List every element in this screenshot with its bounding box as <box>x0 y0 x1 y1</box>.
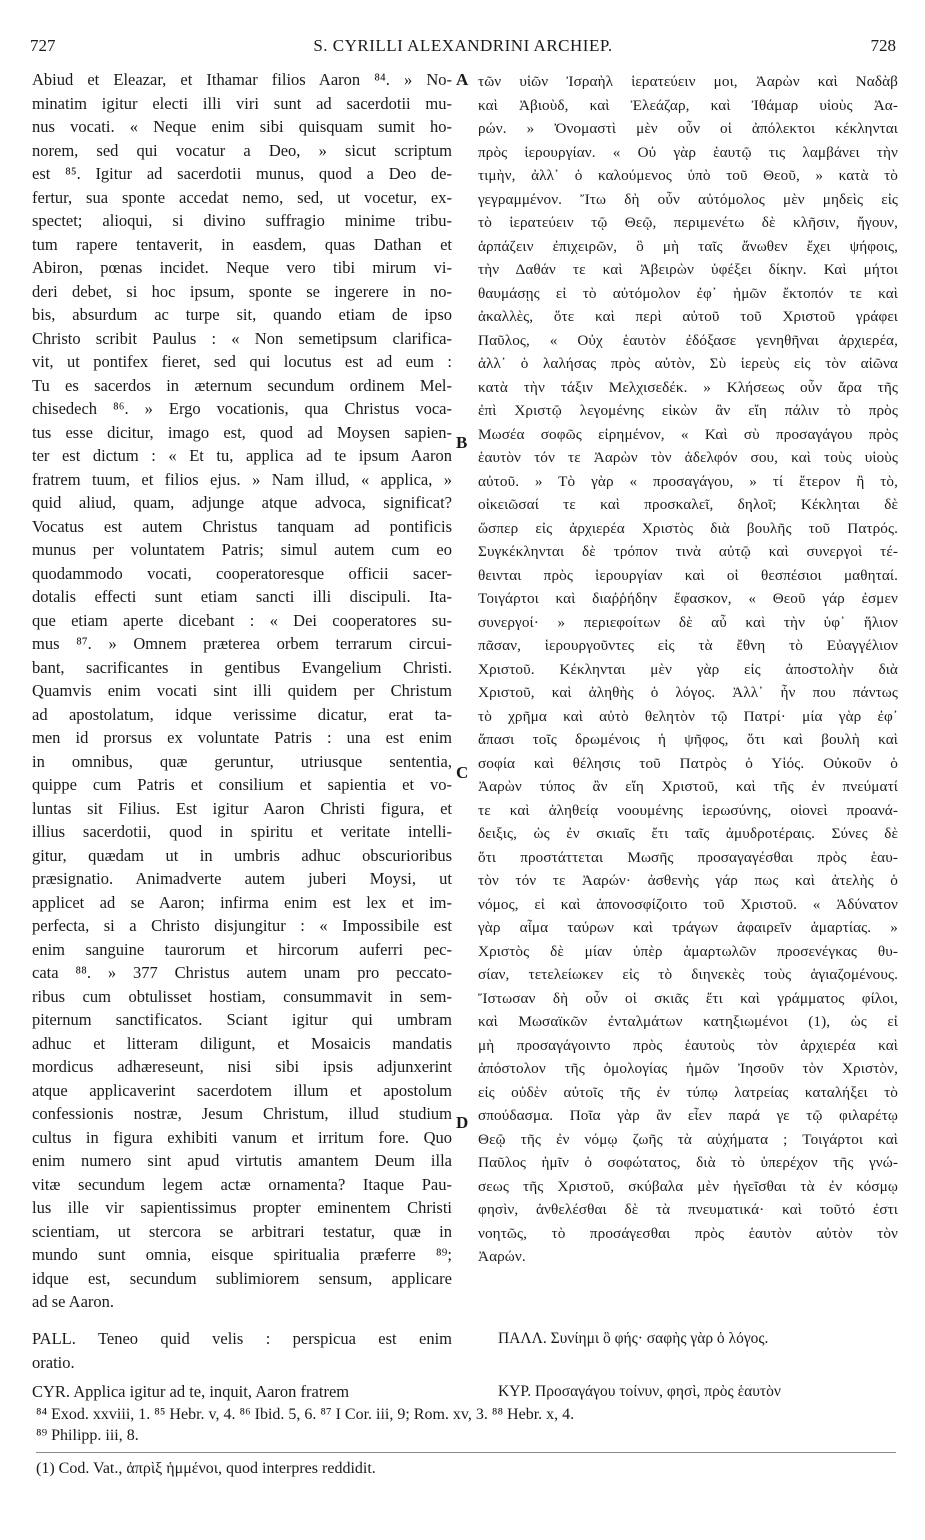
greek-text-line: Ἴστωσαν δὴ οὖν οἱ σκιᾶς ἔτι καὶ γράμματος φίλοι, <box>478 989 898 1007</box>
greek-text-line: θαυμάσῃς εἰ τὸ αὐτόμολον ἐφ᾽ ἡμῶν ἔκτοπόν τε καὶ <box>478 284 898 302</box>
greek-text-line: ἑαυτὸν τόν τε Ἀαρὼν τὸν ἀδελφόν σου, καὶ τοὺς υἱοὺς <box>478 449 898 466</box>
greek-text-line: θεινται πρὸς ἱερουργίαν καὶ οἱ θεσπέσιοι μαθηταί. <box>478 566 898 584</box>
footnote-line: ⁸⁹ Philipp. iii, 8. <box>36 1427 139 1444</box>
greek-text-line: τὸ χρῆμα καὶ αὐτὸ θελητὸν τῷ Πατρί· μία γὰρ ἐφ᾽ <box>478 707 898 725</box>
latin-text-line: munus per voluntatem Patris; simul autem cum eo <box>32 540 452 559</box>
greek-text-line: σίαν, τετελείωκεν εἰς τὸ διηνεκὲς τοὺς ἁγιαζομένους. <box>478 966 898 983</box>
greek-text-line: ρών. » Ὀνομαστὶ μὲν οὖν οἱ ἀπόλεκτοι κέκληνται <box>478 120 898 137</box>
latin-text-line: bant, sacrificantes in gentibus Evangelium Christi. <box>32 657 452 677</box>
greek-text-line: Τοιγάρτοι καὶ διαῤῥήδην ἔφασκον, « Θεοῦ γάρ ἐσμεν <box>478 590 898 607</box>
latin-text-line: gitur, quædam ut in umbris adhuc obscurioribus <box>32 845 452 865</box>
greek-text-line: Θεῷ τῆς ἐν νόμῳ ζωῆς τὰ αὐχήματα ; Τοιγάρτοι καὶ <box>478 1130 898 1148</box>
latin-text-line: ad apostolatum, idque verissime dicatur, erat ta- <box>32 704 452 724</box>
latin-text-line: quippe cum Patris et consilium et sapientia et vo- <box>32 775 452 794</box>
latin-text-line: deri debet, si hoc ipsum, sponte se ingerere in no- <box>32 281 452 301</box>
latin-text-line: men id prorsus ex voluntate Patris : una est enim <box>32 728 452 747</box>
greek-text-line: ἅπασι τοῖς δρωμένοις ἡ ψῆφος, ὅτι καὶ βουλὴ καὶ <box>478 731 898 748</box>
greek-text-line: Ἀαρὼν τύπος ἂν εἴη Χριστοῦ, καὶ τῆς ἐν πνεύματί <box>478 778 898 795</box>
greek-text-line: μὴ προσαγάγοιντο πρὸς ἑαυτοὺς τὸν ἀρχιερέα καὶ <box>478 1036 898 1054</box>
greek-text-line: τιμὴν, ἀλλ᾽ ὁ καλούμενος ὑπὸ τοῦ Θεοῦ, » κατὰ τὸ <box>478 167 898 184</box>
latin-text-line: bis, absurdum ac turpe sit, quando etiam de ipso <box>32 305 452 324</box>
dialog-line: ΠΑΛΛ. Συνίημι ὃ φής· σαφὴς γὰρ ὁ λόγος. <box>498 1330 769 1347</box>
latin-text-line: illius sacerdotii, quod in spiritu et veritate intelli- <box>32 822 452 841</box>
footnotes <box>36 1404 574 1446</box>
latin-text-line: Abiud et Eleazar, et Ithamar filios Aaron ⁸⁴. » No- <box>32 70 452 89</box>
latin-text-line: cata ⁸⁸. » 377 Christus autem unam pro peccato- <box>32 963 452 982</box>
latin-text-line: in omnibus, quæ geruntur, utriusque sententia, <box>32 751 452 771</box>
latin-column <box>32 68 452 1314</box>
greek-text-line: σπούδασμα. Ποῖα γὰρ ἂν εἶεν παρά γε τῷ φιλαρέτῳ <box>478 1107 898 1124</box>
greek-text-line: ὥσπερ εἰς ἀρχιερέα Χριστὸς διὰ βουλῆς τοῦ Πατρός. <box>478 519 898 537</box>
latin-text-line: Christo scribit Paulus : « Non semetipsum clarifica- <box>32 328 452 348</box>
margin-letter-c: C <box>456 763 469 782</box>
latin-text-line: est ⁸⁵. Igitur ad sacerdotii munus, quod a Deo de- <box>32 164 452 183</box>
greek-text-line: πρὸς ἱερουργίαν. « Οὐ γὰρ ἑαυτῷ τις λαμβάνει τὴν <box>478 143 898 161</box>
greek-text-line: τε καὶ ἀληθείᾳ νοουμένης ἱερωσύνης, οἱονεὶ προανά- <box>478 801 898 819</box>
greek-text-line: ἀλλ᾽ ὁ λαλήσας πρὸς αὐτὸν, Σὺ ἱερεὺς εἰς τὸν αἰῶνα <box>478 355 898 372</box>
latin-text-line: fertur, sua sponte accedat nemo, sed, ut vocetur, ex- <box>32 187 452 207</box>
latin-text-line: enim sanguine taurorum et hircorum auferri pec- <box>32 939 452 959</box>
running-header <box>30 36 896 60</box>
latin-text-line: lus ille vir sapientissimus propter eminentem Christi <box>32 1198 452 1217</box>
running-title: S. CYRILLI ALEXANDRINI ARCHIEP. <box>313 36 613 55</box>
greek-text-line: ἀπόστολον τῆς ὁμολογίας ἡμῶν Ἰησοῦν τὸν Χριστὸν, <box>478 1060 898 1077</box>
dialog-greek <box>498 1327 898 1403</box>
latin-text-line: præsignatio. Animadverte autem juberi Moysi, ut <box>32 869 452 888</box>
greek-text-line: φησὶν, ἀνθελέσθαι δὲ τὰ πνευματικά· καὶ τοῦτό ἐστι <box>478 1201 898 1218</box>
latin-text-line: fratrem tuum, et filios ejus. » Nam illud, « applica, » <box>32 469 452 489</box>
latin-text-line: enim numero sint apud virtutis amantem Deum illa <box>32 1151 452 1170</box>
margin-letter-d: D <box>456 1113 469 1132</box>
footnote-line: ⁸⁴ Exod. xxviii, 1. ⁸⁵ Hebr. v, 4. ⁸⁶ Ibid. 5, 6. ⁸⁷ I Cor. iii, 9; Rom. xv, 3. ⁸⁸ Hebr. x, 4. <box>36 1406 575 1423</box>
greek-text-line: δειξις, ὡς ἐν σκιαῖς ἔτι ταῖς ἀμυδροτέραις. Σύνες δὲ <box>478 825 898 842</box>
margin-letter-a: A <box>456 70 469 89</box>
greek-text-line: πᾶσαν, ἱερουργοῦντες εἰς τὰ ἔθνη τὸ Εὐαγγέλιον <box>478 637 898 654</box>
latin-text-line: perfecta, si a Christo disjungitur : « Impossibile est <box>32 916 452 935</box>
latin-text-line: vit, ut pontifex fieret, sed qui locutus est ad eum : <box>32 352 452 371</box>
greek-text-line: Χριστοῦ. Κέκληνται μὲν γὰρ εἰς ἀποστολὴν διὰ <box>478 660 898 678</box>
greek-text-line: τὴν Δαθάν τε καὶ Ἀβειρὼν ὑφέξει δίκην. Καὶ μήτοι <box>478 261 898 278</box>
latin-text-line: tum rapere tentaverit, in easdem, quas Dathan et <box>32 234 452 254</box>
latin-text-line: nus vocati. « Neque enim sibi quisquam sumit ho- <box>32 117 452 136</box>
greek-text-line: κατὰ τὴν τάξιν Μελχισεδέκ. » Κλήσεως οὖν ἄρα τῆς <box>478 378 898 396</box>
latin-text-line: piternum sanctificatos. Sciant igitur qui umbram <box>32 1010 452 1029</box>
latin-text-line: adhuc et litteram diligunt, et Mosaicis mandatis <box>32 1033 452 1053</box>
greek-text-line: ὅτι προστάττεται Μωσῆς προσαγαγέσθαι πρὸς ἑαυ- <box>478 848 898 866</box>
latin-text-line: Quamvis enim vocati sint illi quidem per Christum <box>32 681 452 700</box>
greek-text-line: Παῦλος, « Οὐχ ἑαυτὸν ἐδόξασε γενηθῆναι ἀρχιερέα, <box>478 331 898 349</box>
latin-text-line: atque applicaverint sacerdotem illum et apostolum <box>32 1080 452 1100</box>
page-number-right: 728 <box>870 36 896 55</box>
greek-column <box>478 70 898 1269</box>
dialog-latin <box>32 1327 452 1404</box>
dialog-line: CYR. Applica igitur ad te, inquit, Aaron fratrem <box>32 1382 350 1401</box>
latin-text-line: norem, sed qui vocatur a Deo, » sicut scriptum <box>32 140 452 160</box>
greek-text-line: νόμος, εἰ καὶ ἀπονοσφίζοιτο τοῦ Χριστοῦ. « Ἀδύνατον <box>478 895 898 913</box>
latin-text-line: minatim igitur electi illi viri sunt ad sacerdotii mu- <box>32 93 452 113</box>
latin-text-line: mundo sunt omnia, eisque spiritualia præferre ⁸⁹; <box>32 1245 452 1264</box>
greek-text-line: Χριστοῦ, καὶ ἀληθὴς ὁ λόγος. Ἀλλ᾽ ἦν που πάντως <box>478 684 898 701</box>
greek-text-line: Ἀαρών. <box>478 1248 526 1265</box>
greek-text-line: καὶ Ἀβιοὺδ, καὶ Ἐλεάζαρ, καὶ Ἰθάμαρ υἱοὺς Ἀα- <box>478 96 898 114</box>
latin-text-line: idque est, secundum sublimiorem sensum, applicare <box>32 1268 452 1288</box>
latin-text-line: vitæ secundum legem actæ ornamenta? Itaque Pau- <box>32 1174 452 1194</box>
page-number-left: 727 <box>30 36 56 55</box>
greek-text-line: ἁρπάζειν ἐπιχειρῶν, ὃ μὴ ταῖς ἄνωθεν ἔχει ψήφοις, <box>478 237 898 255</box>
latin-text-line: cultus in figura exhibiti vanum et irritum fore. Quo <box>32 1127 452 1147</box>
latin-text-line: chisedech ⁸⁶. » Ergo vocationis, qua Christus voca- <box>32 399 452 418</box>
greek-text-line: σοφία καὶ θέλησις τοῦ Πατρὸς ὁ Υἱός. Οὐκοῦν ὁ <box>478 754 898 772</box>
latin-text-line: ad se Aaron. <box>32 1292 115 1311</box>
latin-text-line: confessionis nostræ, Jesum Christum, illud studium <box>32 1104 452 1123</box>
dialog-line: oratio. <box>32 1352 75 1372</box>
latin-text-line: Tu es sacerdos in æternum secundum ordinem Mel- <box>32 375 452 395</box>
latin-text-line: tus esse dicitur, imago est, quod ad Moysen sapien- <box>32 422 452 442</box>
latin-text-line: Abiron, pœnas incidet. Neque vero tibi mirum vi- <box>32 258 452 277</box>
footnote-divider <box>36 1452 896 1453</box>
greek-text-line: ἐπὶ Χριστῷ λεγομένης εἰκὼν ἂν εἴη πάλιν τὸ πρὸς <box>478 402 898 419</box>
greek-text-line: αὐτοῦ. » Τὸ γὰρ « προσαγάγου, » τί ἕτερον ἢ τὸ, <box>478 472 898 490</box>
greek-text-line: Παῦλος ἡμῖν ὁ σοφώτατος, διὰ τὸ ὑπερέχον τῆς γνώ- <box>478 1154 898 1171</box>
greek-text-line: εἰς οὐδὲν αὐτοῖς τῆς ἐν τύπῳ λατρείας καταλήξει τὸ <box>478 1083 898 1101</box>
latin-text-line: mus ⁸⁷. » Omnem præterea orbem terrarum circui- <box>32 634 452 653</box>
greek-text-line: γεγραμμένον. Ἴτω δὴ οὖν αὐτόμολος μὲν μηδεὶς εἰς <box>478 190 898 208</box>
greek-text-line: Συγκέκληνται δὲ τρόπον τινὰ αὐτῷ καὶ συνεργοὶ τέ- <box>478 543 898 560</box>
greek-text-line: τὸν τόν τε Ἀαρών· ἀσθενὴς γάρ πως καὶ ἀτελὴς ὁ <box>478 872 898 889</box>
greek-text-line: σεως τῆς Χριστοῦ, σκύβαλα μὲν ἡγεῖσθαι τὰ ἐν κόσμῳ <box>478 1177 898 1195</box>
latin-text-line: applicet ad se Aaron; infirma enim est lex et im- <box>32 892 452 912</box>
latin-text-line: dotalis effecti sunt etiam sancti illi discipuli. Ita- <box>32 587 452 606</box>
greek-text-line: γὰρ αἷμα ταύρων καὶ τράγων ἀφαιρεῖν ἁμαρτίας. » <box>478 919 898 936</box>
greek-text-line: συνεργοί· » περιεφοίτων δὲ αὖ καὶ τὴν ὑφ᾽ ἥλιον <box>478 613 898 631</box>
latin-text-line: luntas sit Filius. Est igitur Aaron Christi figura, et <box>32 798 452 818</box>
latin-text-line: que etiam aperte dicebant : « Dei cooperatores su- <box>32 610 452 630</box>
greek-text-line: οἰκειῶσαί τε καὶ προσκαλεῖ, δηλοῖ; Κέκληται δὲ <box>478 496 898 513</box>
critical-note: (1) Cod. Vat., ἀπρὶξ ἡμμένοι, quod interpres reddidit. <box>36 1460 376 1477</box>
greek-text-line: τῶν υἱῶν Ἰσραὴλ ἱερατεύειν μοι, Ἀαρὼν καὶ Ναδὰβ <box>478 73 898 90</box>
latin-text-line: quodammodo vocati, cooperatoresque officii sacer- <box>32 563 452 583</box>
greek-text-line: Μωσέα σοφῶς εἰρημένον, « Καὶ σὺ προσαγάγου πρὸς <box>478 425 898 443</box>
latin-text-line: scientiam, ut stercora se arbitrari testatur, quæ in <box>32 1221 452 1241</box>
latin-text-line: quid aliud, quam, adjunge atque advoca, significat? <box>32 493 452 512</box>
greek-text-line: ἀκαλλὲς, ὅτε καὶ περὶ αὐτοῦ τοῦ Χριστοῦ γράφει <box>478 308 898 325</box>
latin-text-line: Vocatus est autem Christus tanquam ad pontificis <box>32 516 452 536</box>
greek-text-line: Χριστὸς δὲ μίαν ὑπὲρ ἁμαρτωλῶν προσενέγκας θυ- <box>478 942 898 960</box>
greek-text-line: τὸ ἱερατεύειν τῷ Θεῷ, περιμενέτω δὲ κλῆσιν, ἤγουν, <box>478 214 898 231</box>
dialog-line: PALL. Teneo quid velis : perspicua est enim <box>32 1329 452 1348</box>
dialog-line: ΚΥΡ. Προσαγάγου τοίνυν, φησὶ, πρὸς ἑαυτὸν <box>498 1382 781 1400</box>
greek-text-line: νοητῶς, τὸ προσάγεσθαι πρὸς ἑαυτὸν αὐτὸν τὸν <box>478 1224 898 1242</box>
margin-letter-b: B <box>456 433 468 452</box>
latin-text-line: ribus cum obtulisset hostiam, consummavit in sem- <box>32 986 452 1006</box>
greek-text-line: καὶ Μωσαϊκῶν ἐνταλμάτων κατηξιωμένοι (1), ὡς εἰ <box>478 1013 898 1030</box>
latin-text-line: mordicus adhæreseunt, nisi sibi ipsis adjunxerint <box>32 1057 452 1076</box>
latin-text-line: ter est dictum : « Et tu, applica ad te ipsum Aaron <box>32 446 452 465</box>
latin-text-line: spectet; alioqui, si divino suffragio minime tribu- <box>32 211 452 230</box>
